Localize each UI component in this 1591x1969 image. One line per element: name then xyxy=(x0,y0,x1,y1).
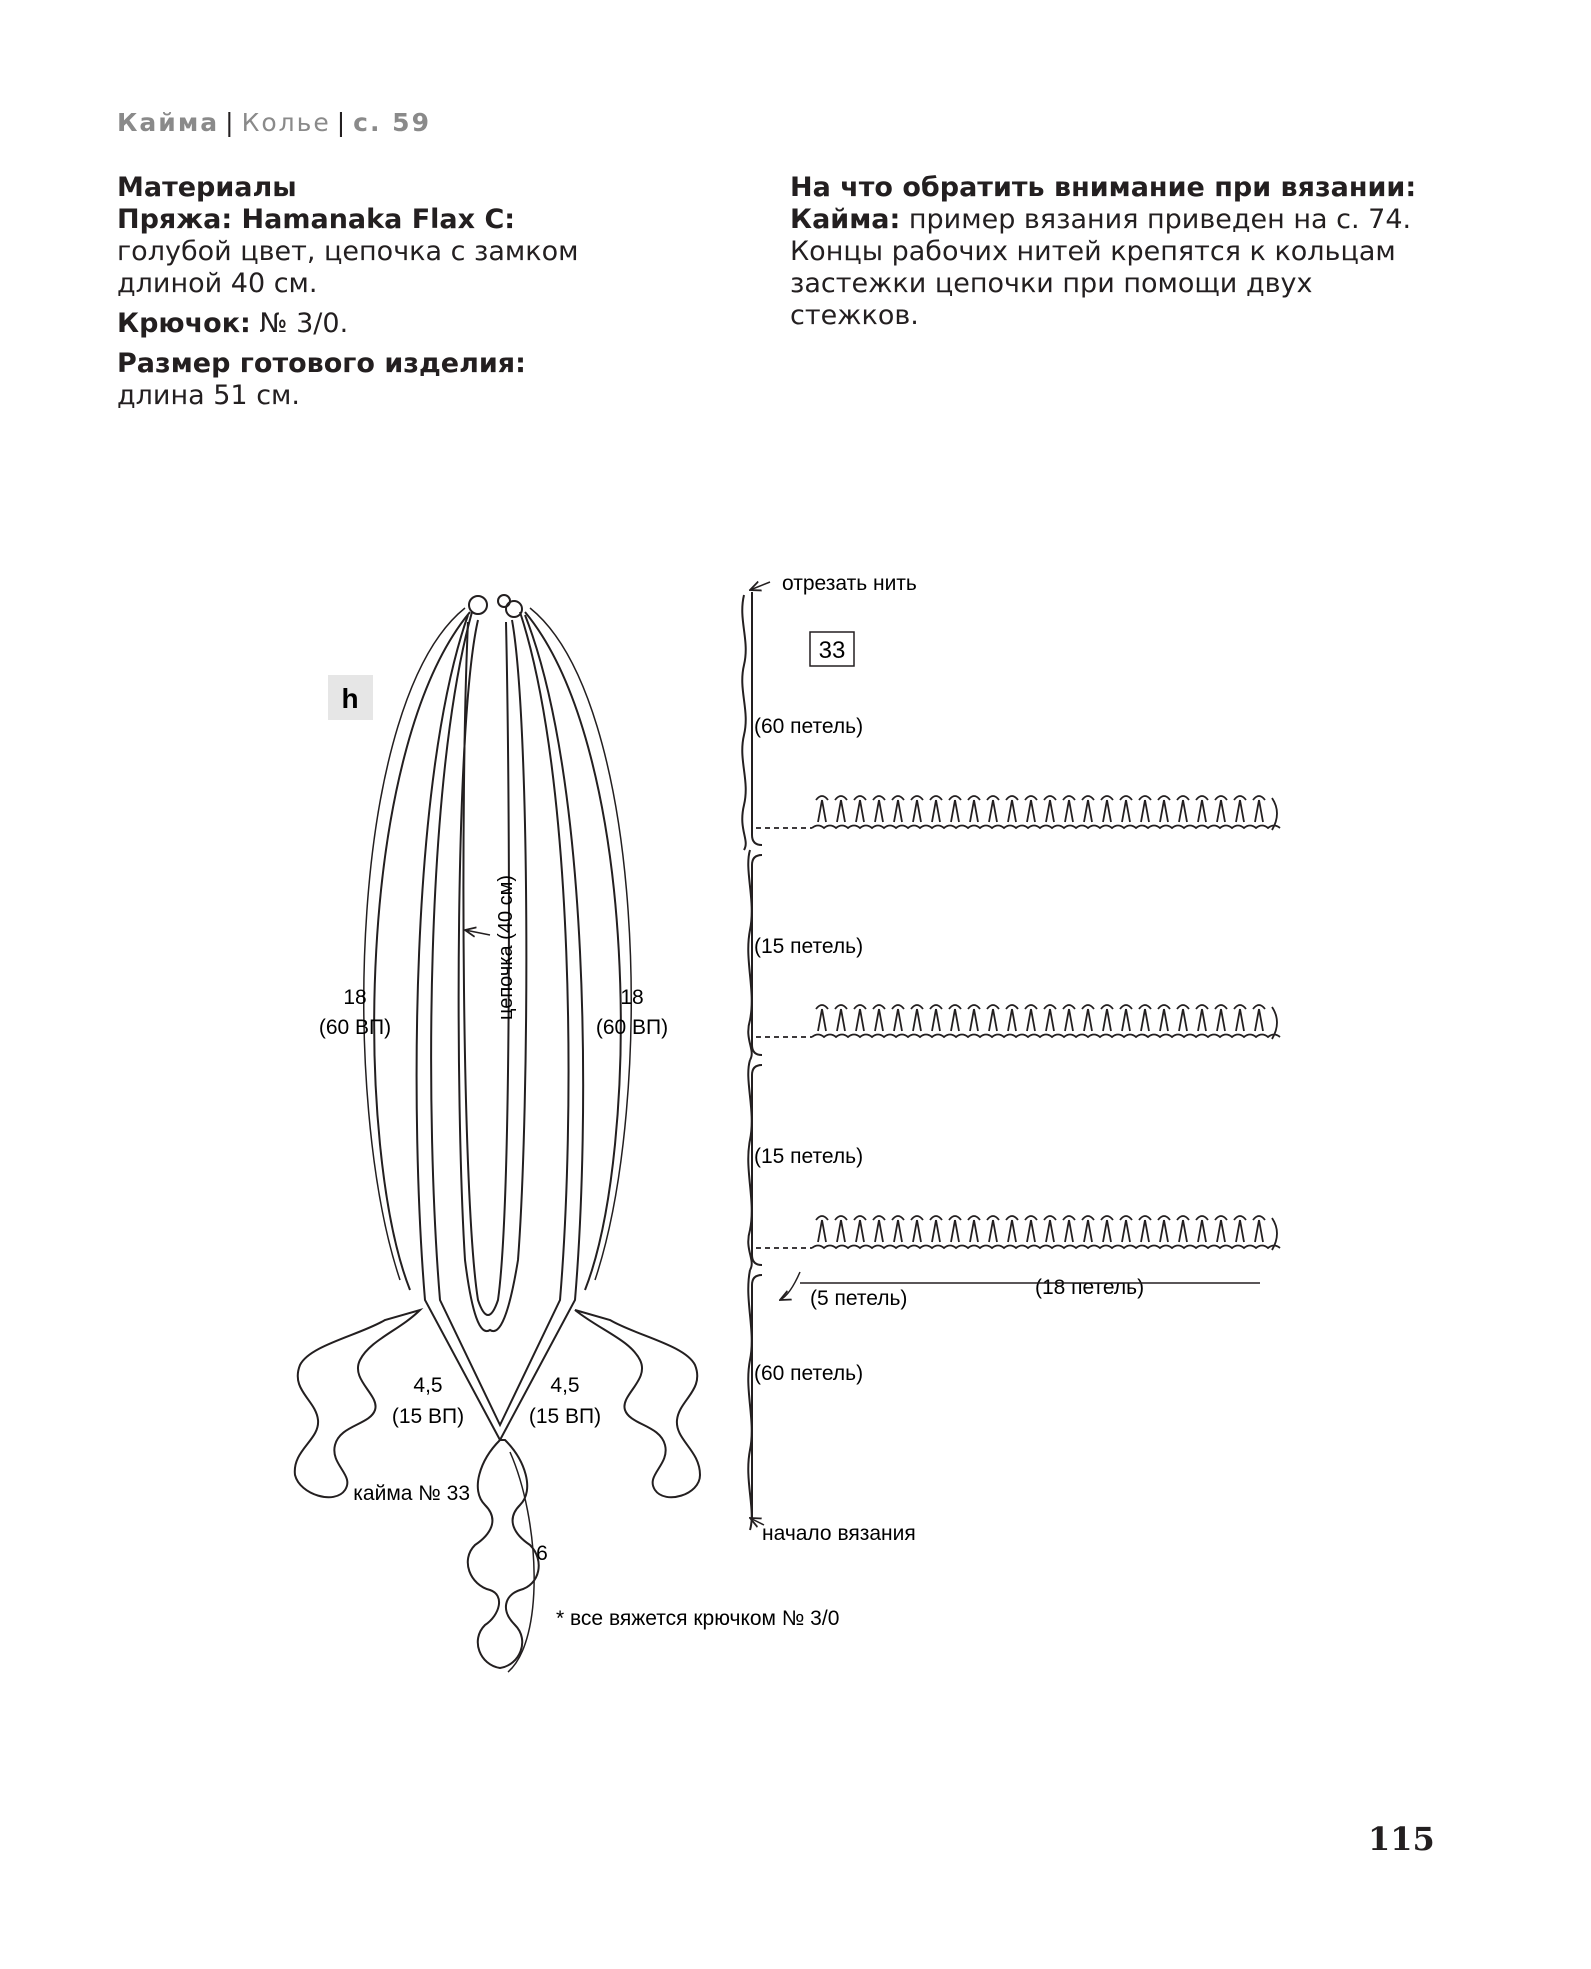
stitch-mark xyxy=(911,1005,923,1031)
stitch-mark xyxy=(1253,1005,1265,1031)
stitch-mark xyxy=(987,796,999,822)
lace-rows xyxy=(756,796,1280,1250)
loops-5: (5 петель) xyxy=(810,1287,908,1310)
stitch-mark xyxy=(816,1005,828,1031)
stitch-mark xyxy=(835,1216,847,1242)
row-base-chain xyxy=(812,1035,1280,1038)
stitch-mark xyxy=(892,1216,904,1242)
pattern-number: 33 xyxy=(818,637,846,664)
stitch-mark xyxy=(911,796,923,822)
cut-label: отрезать нить xyxy=(782,572,917,595)
left-tassel-ch: (15 ВП) xyxy=(391,1405,465,1428)
stitch-mark xyxy=(1158,796,1170,822)
yarn-text: голубой цвет, цепочка с замком длиной 40 см. xyxy=(117,236,579,299)
stitch-mark xyxy=(1025,1216,1037,1242)
stitch-mark xyxy=(873,1216,885,1242)
edging-label: кайма № 33 xyxy=(353,1482,470,1505)
stitch-mark xyxy=(1044,796,1056,822)
header-page-ref: с. 59 xyxy=(353,108,431,137)
stitch-mark xyxy=(1158,1005,1170,1031)
stitch-mark xyxy=(816,796,828,822)
stitch-mark xyxy=(949,796,961,822)
stitch-mark xyxy=(1101,796,1113,822)
stitch-mark xyxy=(949,1005,961,1031)
stitch-mark xyxy=(1253,796,1265,822)
stitch-mark xyxy=(1139,1216,1151,1242)
hook-value: № 3/0. xyxy=(259,308,349,339)
stitch-mark xyxy=(1044,1216,1056,1242)
stitch-mark xyxy=(987,1216,999,1242)
left-tassel-icon xyxy=(295,1310,420,1497)
stitch-mark xyxy=(1196,1005,1208,1031)
right-tassel-length: 4,5 xyxy=(550,1374,580,1397)
stitch-mark xyxy=(1044,1005,1056,1031)
stitch-mark xyxy=(1234,1005,1246,1031)
right-length-ch: (60 ВП) xyxy=(595,1016,669,1039)
stitch-mark xyxy=(854,796,866,822)
stitch-mark xyxy=(1063,796,1075,822)
left-tassel-length: 4,5 xyxy=(413,1374,443,1397)
stitch-mark xyxy=(892,796,904,822)
stitch-mark xyxy=(1082,1005,1094,1031)
yarn-label: Пряжа: Hamanaka Flax C: xyxy=(117,204,516,235)
stitch-mark xyxy=(1234,1216,1246,1242)
stitch-mark xyxy=(1196,1216,1208,1242)
stitch-mark xyxy=(1215,1216,1227,1242)
center-length: 6 xyxy=(536,1542,548,1565)
loops-5-arrow xyxy=(780,1272,800,1300)
stitch-mark xyxy=(816,1216,828,1242)
stitch-mark xyxy=(854,1005,866,1031)
hook-label: Крючок: xyxy=(117,308,251,339)
size-label: Размер готового изделия: xyxy=(117,348,526,379)
stitch-mark xyxy=(968,796,980,822)
loops-18: (18 петель) xyxy=(1035,1276,1145,1299)
stitch-mark xyxy=(968,1216,980,1242)
stitch-mark xyxy=(930,1005,942,1031)
stitch-mark xyxy=(930,1216,942,1242)
stitch-mark xyxy=(1006,796,1018,822)
running-header: Кайма | Колье | с. 59 xyxy=(117,108,431,137)
stitch-mark xyxy=(1139,1005,1151,1031)
stitch-mark xyxy=(911,1216,923,1242)
loops-60-top: (60 петель) xyxy=(754,715,864,738)
materials-title: Материалы xyxy=(117,172,297,203)
header-section: Кайма xyxy=(117,108,220,137)
stitch-mark xyxy=(1006,1005,1018,1031)
stitch-mark xyxy=(1158,1216,1170,1242)
stitch-mark xyxy=(1253,1216,1265,1242)
header-item: Колье xyxy=(241,108,331,137)
stitch-mark xyxy=(1063,1216,1075,1242)
left-length-ch: (60 ВП) xyxy=(318,1016,392,1039)
notes-edge-text: пример вязания приведен на с. 74. xyxy=(908,204,1412,235)
stitch-mark xyxy=(1215,1005,1227,1031)
stitch-mark xyxy=(1120,1216,1132,1242)
right-tassel-ch: (15 ВП) xyxy=(528,1405,602,1428)
row-base-chain xyxy=(812,1246,1280,1249)
stitch-mark xyxy=(930,796,942,822)
clasp-icon xyxy=(469,595,522,617)
size-value: длина 51 см. xyxy=(117,380,300,411)
stitch-mark xyxy=(1120,796,1132,822)
stitch-mark xyxy=(987,1005,999,1031)
stitch-mark xyxy=(1177,796,1189,822)
stitch-mark xyxy=(1234,796,1246,822)
stitch-mark xyxy=(1063,1005,1075,1031)
notes-text: Концы рабочих нитей крепятся к кольцам застежки цепочки при помощи двух стежков. xyxy=(790,236,1396,331)
stitch-mark xyxy=(873,796,885,822)
stitch-mark xyxy=(1139,796,1151,822)
stitch-mark xyxy=(854,1216,866,1242)
stitch-mark xyxy=(1082,796,1094,822)
notes-title: На что обратить внимание при вязании: xyxy=(790,172,1417,203)
page-number: 115 xyxy=(1368,1820,1435,1858)
stitch-mark xyxy=(1215,796,1227,822)
stitch-mark xyxy=(892,1005,904,1031)
stitch-mark xyxy=(1196,796,1208,822)
row-base-chain xyxy=(812,826,1280,829)
stitch-mark xyxy=(835,1005,847,1031)
stitch-mark xyxy=(1101,1005,1113,1031)
notes-edge-label: Кайма: xyxy=(790,204,901,235)
stitch-mark xyxy=(1082,1216,1094,1242)
loops-15-a: (15 петель) xyxy=(754,935,864,958)
right-length: 18 xyxy=(620,986,644,1009)
chain-label: цепочка (40 см) xyxy=(495,874,517,1020)
chart-chain xyxy=(742,595,751,1530)
loops-60-bottom: (60 петель) xyxy=(754,1362,864,1385)
stitch-mark xyxy=(873,1005,885,1031)
stitch-mark xyxy=(1120,1005,1132,1031)
left-length: 18 xyxy=(343,986,367,1009)
diagram-badge: h xyxy=(341,683,359,714)
right-tassel-icon xyxy=(575,1310,700,1497)
stitch-mark xyxy=(1177,1005,1189,1031)
stitch-mark xyxy=(949,1216,961,1242)
stitch-mark xyxy=(1025,1005,1037,1031)
stitch-mark xyxy=(1025,796,1037,822)
stitch-mark xyxy=(1006,1216,1018,1242)
footnote: * все вяжется крючком № 3/0 xyxy=(556,1607,840,1630)
stitch-mark xyxy=(1101,1216,1113,1242)
start-label: начало вязания xyxy=(762,1522,916,1545)
stitch-mark xyxy=(835,796,847,822)
stitch-mark xyxy=(968,1005,980,1031)
loops-15-b: (15 петель) xyxy=(754,1145,864,1168)
stitch-mark xyxy=(1177,1216,1189,1242)
